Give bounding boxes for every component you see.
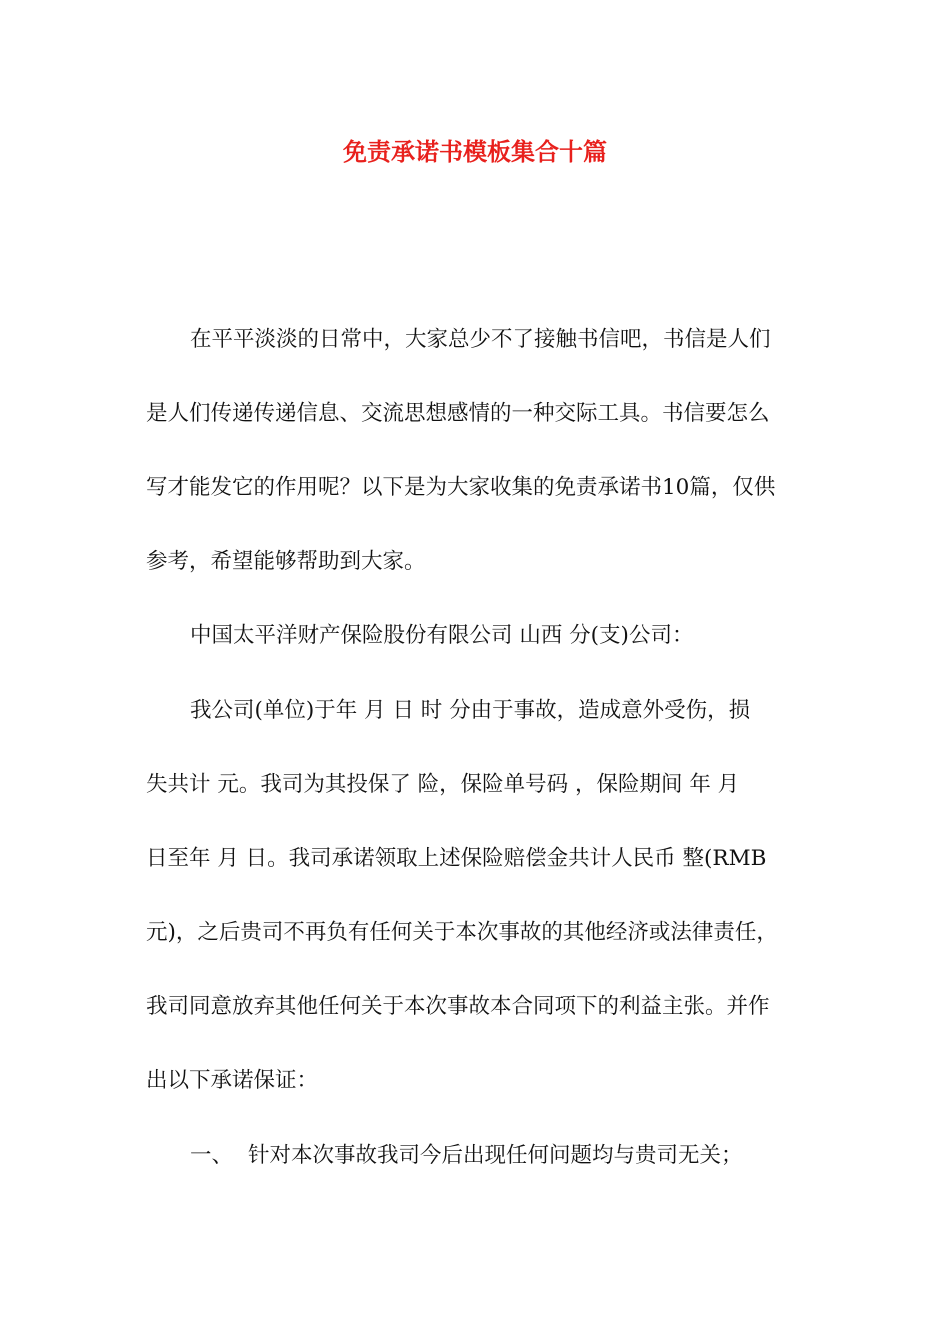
paragraph-line: 元)，之后贵司不再负有任何关于本次事故的其他经济或法律责任，: [146, 920, 778, 945]
paragraph-line: 在平平淡淡的日常中，大家总少不了接触书信吧，书信是人们: [190, 327, 771, 352]
list-item-text: 针对本次事故我司今后出现任何问题均与贵司无关；: [248, 1143, 743, 1168]
list-item: [190, 1140, 810, 1172]
document-title: 免责承诺书模板集合十篇: [343, 137, 607, 166]
addressee-line: 中国太平洋财产保险股份有限公司 山西 分(支)公司：: [190, 623, 694, 648]
paragraph-line: 我司同意放弃其他任何关于本次事故本合同项下的利益主张。并作: [146, 994, 770, 1019]
list-item-number: 一、: [190, 1143, 234, 1168]
paragraph-line: 失共计 元。我司为其投保了 险，保险单号码 ，保险期间 年 月: [146, 772, 740, 797]
paragraph-line: 写才能发它的作用呢？以下是为大家收集的免责承诺书10篇，仅供: [146, 475, 776, 500]
paragraph-line: 出以下承诺保证：: [146, 1068, 319, 1093]
paragraph-line: 是人们传递传递信息、交流思想感情的一种交际工具。书信要怎么: [146, 401, 770, 426]
paragraph-line: 日至年 月 日。我司承诺领取上述保险赔偿金共计人民币 整(RMB: [146, 846, 767, 871]
paragraph-line: 我公司(单位)于年 月 日 时 分由于事故，造成意外受伤，损: [190, 698, 751, 723]
paragraph-line: 参考，希望能够帮助到大家。: [146, 549, 426, 574]
